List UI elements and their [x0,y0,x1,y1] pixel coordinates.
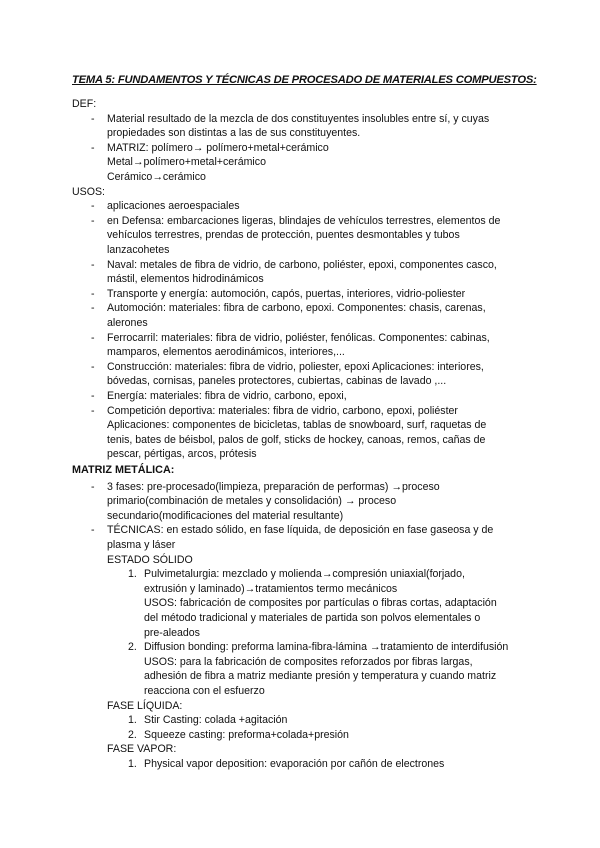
numbered-item-line: extrusión y laminado)→tratamientos termo mecánicos [144,582,398,595]
list-item-line: vehículos terrestres, prendas de protección, puentes desmontables y tubos [107,229,460,242]
bullet-dash: - [91,524,95,537]
page-title: TEMA 5: FUNDAMENTOS Y TÉCNICAS DE PROCESADO DE MATERIALES COMPUESTOS: [72,74,537,86]
list-number: 2. [128,641,137,654]
numbered-item-line: reacciona con el esfuerzo [144,685,265,697]
list-item-line: mástil, elementos hidrodinámicos [107,273,264,286]
list-item-line: TÉCNICAS: en estado sólido, en fase líquida, de deposición en fase gaseosa y de [107,524,494,537]
list-item-line: Automoción: materiales: fibra de carbono, epoxi. Componentes: chasis, carenas, [107,302,486,315]
bullet-dash: - [91,360,95,373]
section-heading-usos: USOS: [72,185,105,198]
numbered-item-line: del método tradicional y materiales de partida son polvos elementales o [144,612,481,624]
list-item-line: plasma y láser [107,539,176,551]
numbered-item-line: Physical vapor deposition: evaporación por cañón de electrones [144,758,445,770]
list-item-line: Naval: metales de fibra de vidrio, de carbono, poliéster, epoxi, componentes casco, [107,258,497,271]
list-item-line: Energía: materiales: fibra de vidrio, carbono, epoxi, [107,390,347,402]
list-number: 1. [128,568,137,581]
list-item-line: propiedades son distintas a las de sus constituyentes. [107,127,361,140]
bullet-dash: - [91,404,95,417]
list-number: 1. [128,714,137,727]
subsection-heading-fase-vapor: FASE VAPOR: [107,743,177,756]
bullet-dash: - [91,214,95,227]
bullet-dash: - [91,200,95,213]
list-item-line: Metal→polímero+metal+cerámico [107,156,266,169]
list-item-line: Aplicaciones: componentes de bicicletas, tablas de snowboard, surf, raquetas de [107,419,487,432]
list-number: 2. [128,728,137,741]
subsection-heading-fase-liquida: FASE LÍQUIDA: [107,699,183,712]
list-item-line: 3 fases: pre-procesado(limpieza, preparación de performas) →proceso [107,480,440,493]
bullet-dash: - [91,331,95,344]
list-item-line: Competición deportiva: materiales: fibra de vidrio, carbono, epoxi, poliéster [107,404,458,417]
bullet-dash: - [91,141,95,154]
numbered-item-line: Stir Casting: colada +agitación [144,714,288,727]
list-item-line: tenis, bates de béisbol, palos de golf, sticks de hockey, canoas, remos, cañas de [107,433,486,446]
subsection-heading-estado-solido: ESTADO SÓLIDO [107,553,193,566]
numbered-item-line: USOS: fabricación de composites por partículas o fibras cortas, adaptación [144,597,497,610]
list-item-line: Cerámico→cerámico [107,171,206,183]
list-item-line: secundario(modificaciones del material resultante) [107,509,344,522]
list-item-line: bóvedas, cornisas, paneles protectores, cubiertas, cabinas de lavado ,... [107,375,447,388]
list-item-line: en Defensa: embarcaciones ligeras, blindajes de vehículos terrestres, elementos de [107,214,501,227]
list-item-line: Material resultado de la mezcla de dos constituyentes insolubles entre sí, y cuyas [107,112,490,125]
list-item-line: lanzacohetes [107,244,170,256]
list-item-line: MATRIZ: polímero→ polímero+metal+cerámico [107,141,329,154]
list-item-line: alerones [107,317,148,329]
numbered-item-line: Squeeze casting: preforma+colada+presión [144,728,349,741]
bullet-dash: - [91,258,95,271]
list-item-line: Ferrocarril: materiales: fibra de vidrio, poliéster, fenólicas. Componentes: cabinas, [107,331,490,344]
bullet-dash: - [91,112,95,125]
numbered-item-line: USOS: para la fabricación de composites reforzados por fibras largas, [144,655,473,668]
section-heading-matriz-metalica: MATRIZ METÁLICA: [72,464,175,476]
list-item-line: Construcción: materiales: fibra de vidrio, poliester, epoxi Aplicaciones: interiores, [107,360,484,373]
section-heading-def: DEF: [72,98,97,110]
bullet-dash: - [91,302,95,315]
list-item-line: Transporte y energía: automoción, capós, puertas, interiores, vidrio-poliester [107,287,466,300]
bullet-dash: - [91,480,95,493]
numbered-item-line: pre-aleados [144,626,200,639]
bullet-dash: - [91,390,95,402]
list-number: 1. [128,758,137,770]
numbered-item-line: Pulvimetalurgia: mezclado y molienda→compresión uniaxial(forjado, [144,568,465,581]
list-item-line: primario(combinación de metales y consolidación) → proceso [107,495,397,508]
bullet-dash: - [91,287,95,300]
list-item-line: aplicaciones aeroespaciales [107,200,240,213]
list-item-line: mamparos, elementos aerodinámicos, interiores,... [107,346,345,359]
list-item-line: pescar, pértigas, arcos, prótesis [107,448,257,461]
numbered-item-line: Diffusion bonding: preforma lamina-fibra-lámina →tratamiento de interdifusión [144,641,509,654]
numbered-item-line: adhesión de fibra a matriz mediante presión y temperatura y cuando matriz [144,670,497,683]
